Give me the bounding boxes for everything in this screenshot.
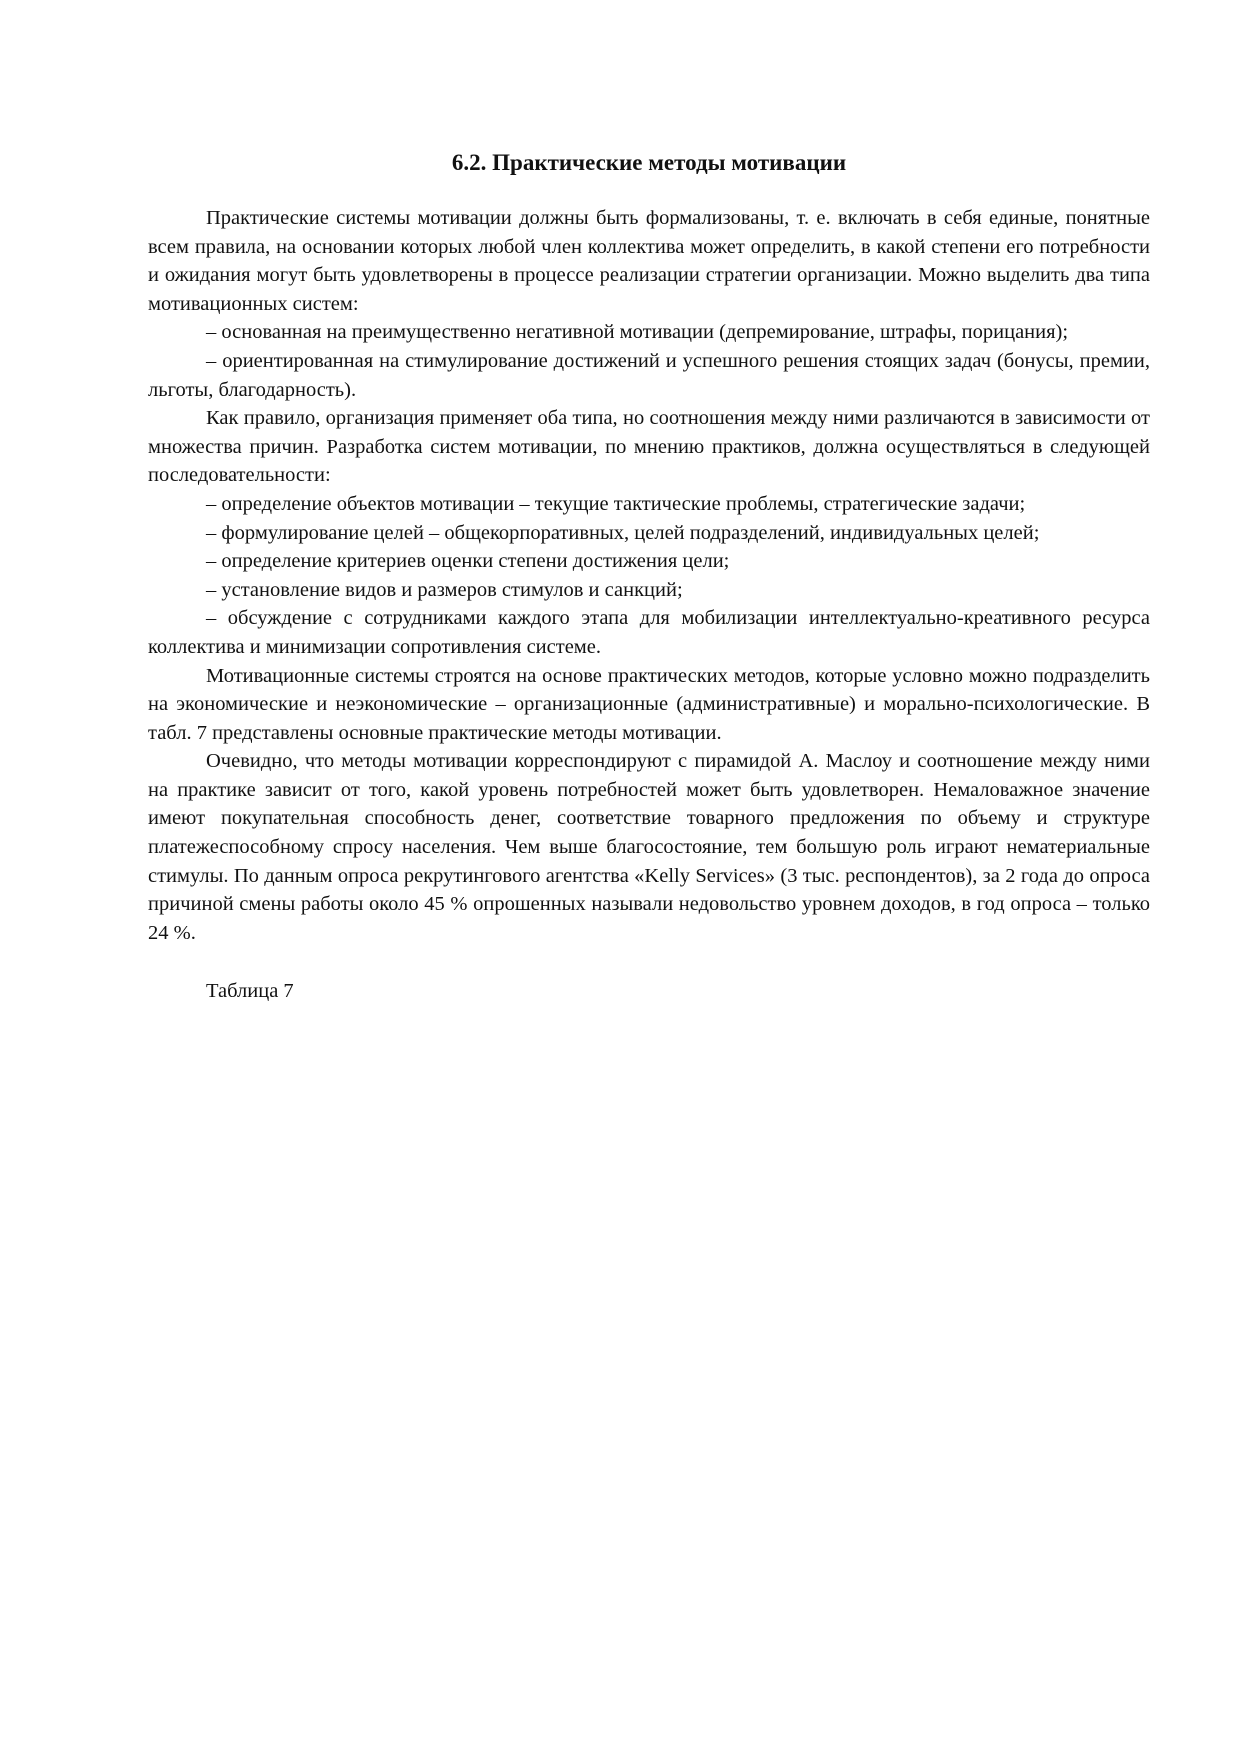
- list-item-stimulating-achievements: – ориентированная на стимулирование достижений и успешного решения стоящих задач (бонусы, премии, льготы, благодарность).: [148, 349, 1150, 401]
- paragraph-maslow: Очевидно, что методы мотивации корреспондируют с пирамидой А. Маслоу и соотношение между ними на практике зависит от того, какой уровень потребностей может быть удовлетворен. Немаловажное значение имеют покупательная способность денег, соответствие товарного предложения по объему и структуре платежеспособному спросу населения. Чем выше благосостояние, тем большую роль играют нематериальные стимулы. По данным опроса рекрутингового агентства «Kelly Services» (3 тыс. респондентов), за 2 года до опроса причиной смены работы около 45 % опрошенных называли недовольство уровнем доходов, в год опроса – только 24 %.: [148, 750, 1150, 944]
- section-heading: 6.2. Практические методы мотивации: [451, 150, 847, 175]
- list-item-discussion: – обсуждение с сотрудниками каждого этапа для мобилизации интеллектуально-креативного ресурса коллектива и минимизации сопротивления системе.: [148, 607, 1150, 658]
- paragraph-development-sequence: Как правило, организация применяет оба типа, но соотношения между ними различаются в зависимости от множества причин. Разработка систем мотивации, по мнению практиков, должна осуществляться в следующей последовательности:: [148, 407, 1150, 487]
- list-item-motivation-objects: – определение объектов мотивации – текущие тактические проблемы, стратегические задачи;: [206, 492, 1026, 515]
- page-content: [148, 148, 1150, 1006]
- list-item-negative-motivation: – основанная на преимущественно негативной мотивации (депремирование, штрафы, порицания);: [206, 321, 1069, 344]
- table-caption: Таблица 7: [206, 980, 294, 1003]
- paragraph-intro: Практические системы мотивации должны быть формализованы, т. е. включать в себя единые, понятные всем правила, на основании которых любой член коллектива может определить, в какой степени его потребности и ожидания могут быть удовлетворены в процессе реализации стратегии организации. Можно выделить два типа мотивационных систем:: [148, 207, 1150, 315]
- list-item-criteria: – определение критериев оценки степени достижения цели;: [206, 550, 730, 573]
- list-item-stimuli-sanctions: – установление видов и размеров стимулов и санкций;: [206, 578, 683, 601]
- paragraph-methods: Мотивационные системы строятся на основе практических методов, которые условно можно подразделить на экономические и неэкономические – организационные (административные) и морально-психологические. В табл. 7 представлены основные практические методы мотивации.: [148, 664, 1150, 744]
- list-item-goal-formulation: – формулирование целей – общекорпоративных, целей подразделений, индивидуальных целей;: [206, 521, 1040, 544]
